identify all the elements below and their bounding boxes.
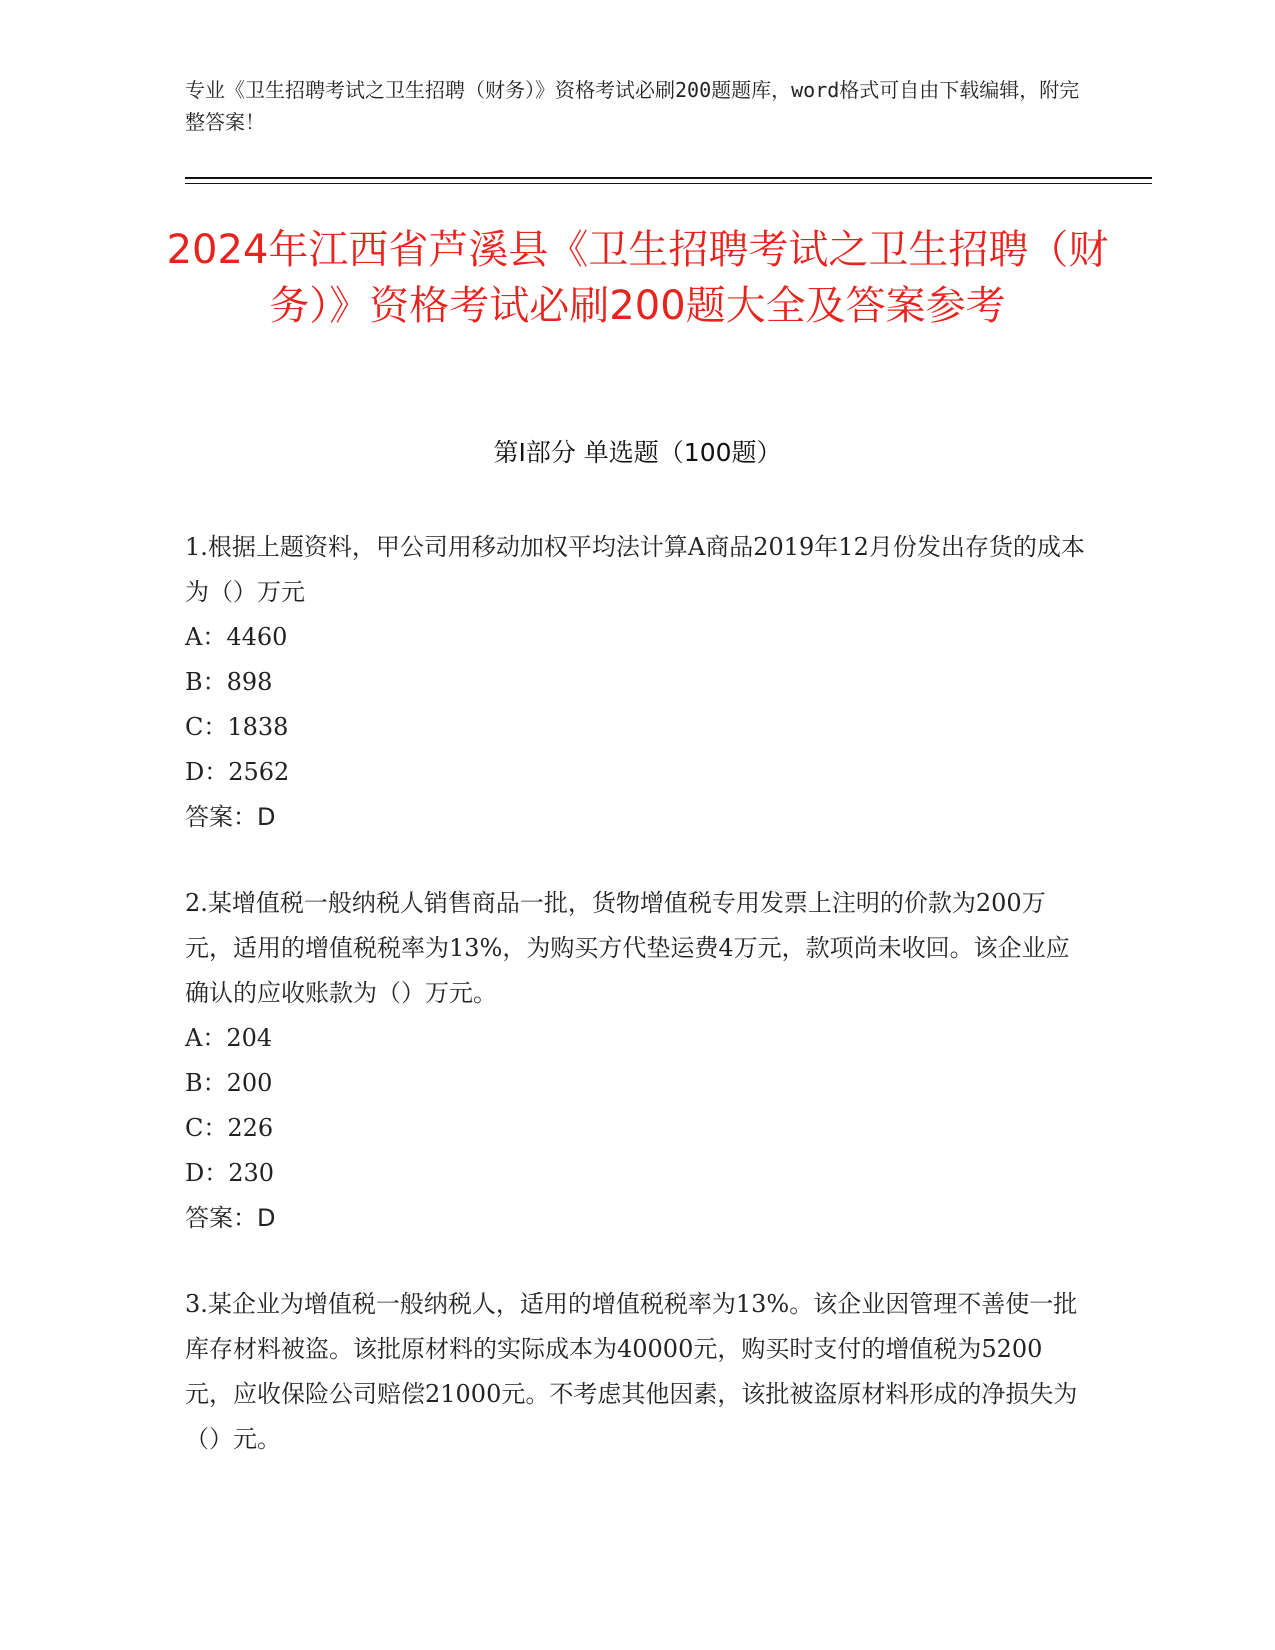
header-divider-thick	[185, 177, 1152, 179]
option-a: A：4460	[185, 623, 288, 651]
option-d: D：230	[185, 1159, 275, 1187]
question-1	[185, 525, 1085, 840]
option-b: B：898	[185, 668, 273, 696]
option-d: D：2562	[185, 758, 290, 786]
header-divider-thin	[185, 183, 1152, 184]
question-3	[185, 1282, 1085, 1462]
question-2	[185, 881, 1085, 1241]
option-a: A：204	[185, 1024, 273, 1052]
document-title: 2024年江西省芦溪县《卫生招聘考试之卫生招聘（财务）》资格考试必刷200题大全及答案参考	[166, 227, 1109, 329]
option-b: B：200	[185, 1069, 273, 1097]
question-list	[185, 525, 1085, 1503]
option-c: C：226	[185, 1114, 274, 1142]
option-c: C：1838	[185, 713, 289, 741]
question-stem: 2.某增值税一般纳税人销售商品一批，货物增值税专用发票上注明的价款为200万元，适用的增值税税率为13%，为购买方代垫运费4万元，款项尚未收回。该企业应确认的应收账款为（）万元。	[185, 889, 1070, 1007]
question-stem: 3.某企业为增值税一般纳税人，适用的增值税税率为13%。该企业因管理不善使一批库存材料被盗。该批原材料的实际成本为40000元，购买时支付的增值税为5200元，应收保险公司赔偿21000元。不考虑其他因素，该批被盗原材料形成的净损失为（）元。	[185, 1290, 1078, 1453]
answer: 答案：D	[185, 803, 276, 831]
header-note: 专业《卫生招聘考试之卫生招聘（财务）》资格考试必刷200题题库，word格式可自由下载编辑，附完整答案！	[185, 78, 1080, 134]
section-title: 第I部分 单选题（100题）	[493, 438, 782, 467]
question-stem: 1.根据上题资料，甲公司用移动加权平均法计算A商品2019年12月份发出存货的成本为（）万元	[185, 533, 1085, 606]
answer: 答案：D	[185, 1204, 276, 1232]
